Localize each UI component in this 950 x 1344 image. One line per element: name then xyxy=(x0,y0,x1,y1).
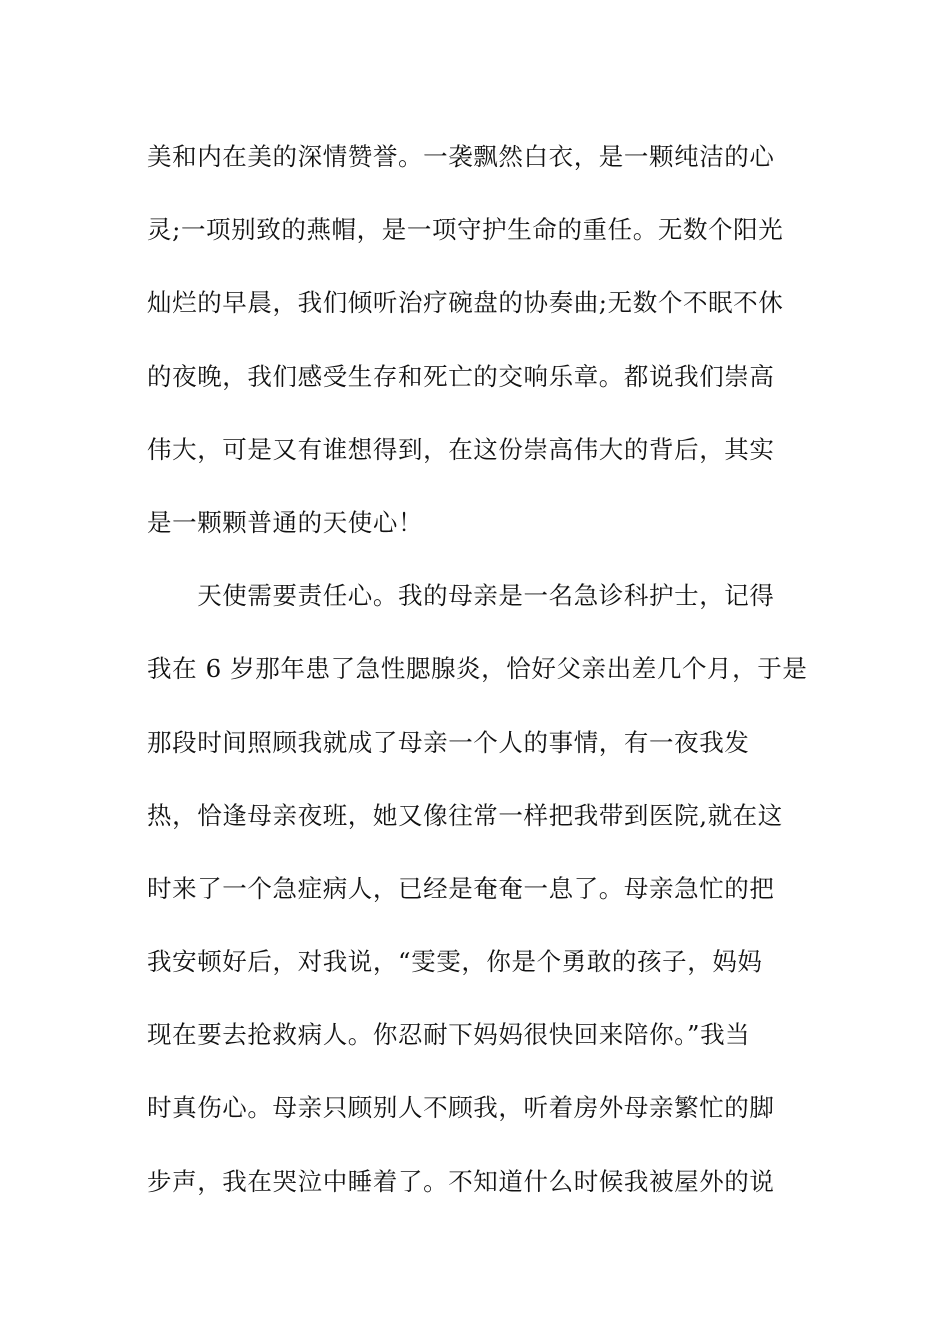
text-line: 时真伤心。母亲只顾别人不顾我，听着房外母亲繁忙的脚 xyxy=(147,1093,775,1123)
text-line: 灵;一项别致的燕帽，是一项守护生命的重任。无数个阳光 xyxy=(147,215,784,245)
text-line: 我安顿好后，对我说，“雯雯，你是个勇敢的孩子，妈妈 xyxy=(147,947,763,977)
text-line: 天使需要责任心。我的母亲是一名急诊科护士，记得 xyxy=(147,581,775,611)
text-line: 美和内在美的深情赞誉。一袭飘然白衣，是一颗纯洁的心 xyxy=(147,142,775,171)
body-text xyxy=(147,130,807,1228)
text-line: 步声，我在哭泣中睡着了。不知道什么时候我被屋外的说 xyxy=(147,1166,775,1196)
text-line: 的夜晚，我们感受生存和死亡的交响乐章。都说我们崇高 xyxy=(147,361,775,391)
text-line: 热，恰逢母亲夜班，她又像往常一样把我带到医院,就在这 xyxy=(147,800,783,830)
text-line: 是一颗颗普通的天使心！ xyxy=(147,507,424,537)
text-line: 现在要去抢救病人。你忍耐下妈妈很快回来陪你。”我当 xyxy=(147,1020,751,1050)
text-line: 我在 6 岁那年患了急性腮腺炎，恰好父亲出差几个月，于是 xyxy=(147,654,808,684)
text-line: 灿烂的早晨，我们倾听治疗碗盘的协奏曲;无数个不眠不休 xyxy=(147,288,784,318)
text-line: 伟大，可是又有谁想得到，在这份崇高伟大的背后，其实 xyxy=(147,434,775,464)
text-line: 那段时间照顾我就成了母亲一个人的事情，有一夜我发 xyxy=(147,727,750,757)
text-line: 时来了一个急症病人，已经是奄奄一息了。母亲急忙的把 xyxy=(147,873,775,903)
